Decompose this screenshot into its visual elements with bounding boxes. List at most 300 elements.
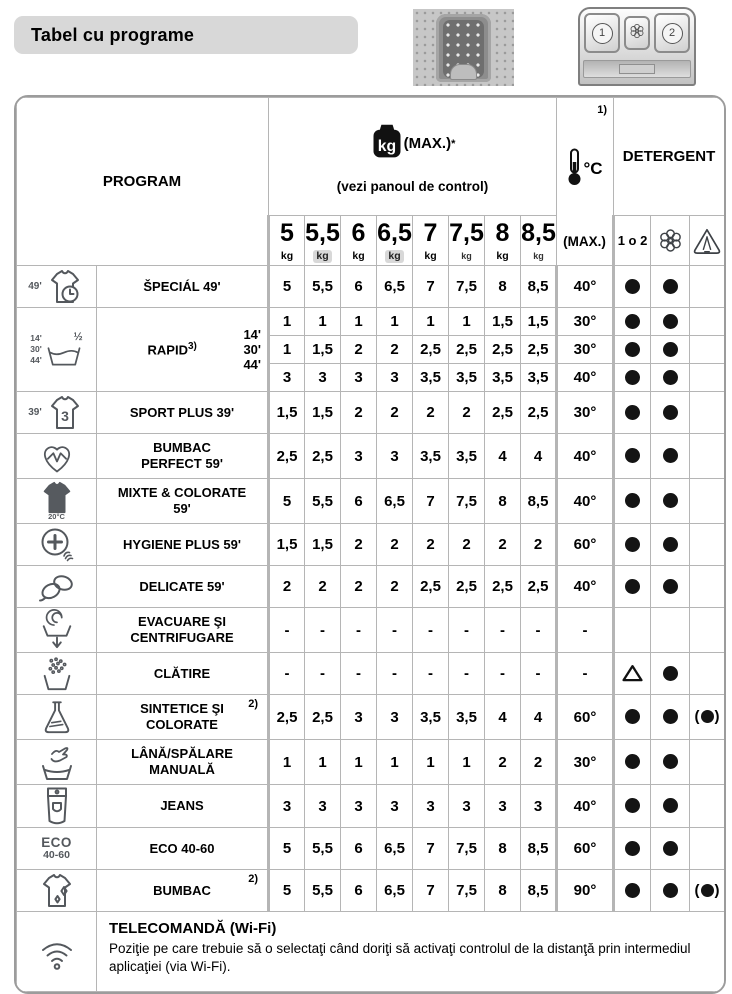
capacity-cell: 7: [413, 870, 449, 912]
detergent-cell: [651, 740, 690, 785]
program-row: [17, 266, 725, 308]
capacity-cell: 6,5: [377, 266, 413, 308]
capacity-cell: 3,5: [449, 695, 485, 740]
capacity-cell: 3,5: [521, 364, 557, 392]
detergent-cell: [690, 308, 725, 336]
capacity-cell: 2: [377, 392, 413, 434]
capacity-cell: 3: [305, 785, 341, 828]
detergent-dot: [663, 342, 678, 357]
detergent-dot: [625, 279, 640, 294]
capacity-cell: 4: [521, 434, 557, 479]
capacity-cell: 1,5: [305, 392, 341, 434]
detergent-cell: [651, 828, 690, 870]
handwash-icon: [17, 742, 96, 782]
detergent-dot: [663, 448, 678, 463]
softener-flower-icon: [628, 22, 646, 45]
remote-control-row: [17, 912, 725, 992]
capacity-cell: 1,5: [305, 336, 341, 364]
capacity-cell: 8: [485, 828, 521, 870]
capacity-cell: 5,5: [305, 266, 341, 308]
program-name-cell: MIXTE & COLORATE 59': [97, 479, 269, 524]
capacity-cell: -: [269, 653, 305, 695]
temperature-cell: -: [557, 608, 614, 653]
capacity-cell: 5: [269, 870, 305, 912]
program-row: [17, 608, 725, 653]
capacity-cell: 3: [341, 785, 377, 828]
detergent-dot: [663, 279, 678, 294]
detergent-dot: [663, 493, 678, 508]
temperature-cell: 40°: [557, 566, 614, 608]
detergent-cell: [651, 653, 690, 695]
capacity-header-cell: 8 kg: [485, 216, 521, 266]
program-name-cell: LÂNĂ/SPĂLARE MANUALĂ: [97, 740, 269, 785]
program-row: [17, 785, 725, 828]
capacity-cell: 8: [485, 266, 521, 308]
detergent-dot: [625, 448, 640, 463]
detergent-dot: [663, 709, 678, 724]
program-icon-cell: [17, 695, 97, 740]
detergent-cell: [651, 870, 690, 912]
detergent-cell: [690, 266, 725, 308]
capacity-cell: 5,5: [305, 828, 341, 870]
capacity-cell: 3: [269, 364, 305, 392]
capacity-cell: -: [413, 608, 449, 653]
detergent-cell: [690, 434, 725, 479]
capacity-cell: 1,5: [269, 392, 305, 434]
program-name-cell: DELICATE 59': [97, 566, 269, 608]
capacity-cell: 3: [521, 785, 557, 828]
detergent-cell: [651, 479, 690, 524]
temperature-cell: 40°: [557, 364, 614, 392]
capacity-cell: -: [449, 653, 485, 695]
program-icon-cell: [17, 870, 97, 912]
capacity-cell: -: [377, 653, 413, 695]
dark-tshirt-icon: 20°C: [17, 481, 96, 521]
detergent-dot: [625, 537, 640, 552]
detergent-cell: [690, 479, 725, 524]
capacity-cell: 2: [485, 524, 521, 566]
detergent-dot: [663, 666, 678, 681]
capacity-header-cell: 5,5 kg: [305, 216, 341, 266]
drawer-softener-compartment: [624, 16, 650, 50]
program-icon-cell: [17, 266, 97, 308]
tshirt-clock-icon: 49': [17, 268, 96, 306]
capacity-cell: 8,5: [521, 266, 557, 308]
capacity-cell: 3: [305, 364, 341, 392]
capacity-cell: 7: [413, 828, 449, 870]
capacity-header-cell: 6 kg: [341, 216, 377, 266]
capacity-cell: 3,5: [485, 364, 521, 392]
capacity-cell: -: [485, 653, 521, 695]
temperature-cell: 30°: [557, 308, 614, 336]
detergent-dot: [663, 883, 678, 898]
temperature-cell: 40°: [557, 266, 614, 308]
temperature-cell: 30°: [557, 336, 614, 364]
detergent-subheader-cell: [690, 216, 725, 266]
detergent-cell: [690, 785, 725, 828]
subprogram-label: 44': [243, 357, 261, 372]
capacity-cell: 3: [449, 785, 485, 828]
optional-detergent-dot: ( ): [694, 881, 720, 899]
capacity-cell: 8,5: [521, 828, 557, 870]
capacity-cell: 1: [413, 740, 449, 785]
capacity-cell: 6: [341, 266, 377, 308]
footnote-1: 1): [597, 103, 608, 116]
capacity-cell: 2,5: [413, 336, 449, 364]
detergent-cell: [614, 653, 651, 695]
capacity-cell: 2,5: [449, 566, 485, 608]
capacity-cell: 2,5: [521, 392, 557, 434]
detergent-dot: [663, 314, 678, 329]
capacity-cell: -: [305, 653, 341, 695]
detergent-cell: [651, 608, 690, 653]
capacity-cell: 1: [449, 740, 485, 785]
temperature-cell: 90°: [557, 870, 614, 912]
capacity-cell: -: [521, 653, 557, 695]
capacity-cell: -: [269, 608, 305, 653]
drawer-compartment-1: 1: [584, 13, 620, 53]
capacity-header-cell: 8,5 kg: [521, 216, 557, 266]
rinse-icon: [17, 655, 96, 693]
detergent-dot: [663, 370, 678, 385]
capacity-cell: 2,5: [521, 336, 557, 364]
capacity-cell: 2: [269, 566, 305, 608]
detergent-dot: [625, 709, 640, 724]
capacity-cell: 2: [341, 392, 377, 434]
detergent-subheader-cell: [651, 216, 690, 266]
butterfly-icon: [17, 569, 96, 605]
program-row: [17, 392, 725, 434]
detergent-cell: [614, 434, 651, 479]
capacity-cell: 2: [341, 524, 377, 566]
capacity-cell: 8,5: [521, 870, 557, 912]
detergent-cell: [651, 364, 690, 392]
detergent-cell: [651, 434, 690, 479]
program-icon-cell: [17, 308, 97, 392]
program-icon-cell: [17, 608, 97, 653]
jeans-icon: [17, 785, 96, 827]
detergent-cell: [690, 608, 725, 653]
optional-detergent-dot: ( ): [694, 708, 720, 725]
capacity-cell: 2: [377, 566, 413, 608]
capacity-cell: -: [521, 608, 557, 653]
capacity-cell: 1: [341, 308, 377, 336]
hygiene-plus-icon: [17, 525, 96, 565]
capacity-cell: 1,5: [269, 524, 305, 566]
capacity-cell: 2: [341, 566, 377, 608]
program-icon-cell: [17, 785, 97, 828]
detergent-dot: [663, 841, 678, 856]
capacity-cell: 3: [341, 364, 377, 392]
detergent-dot: [625, 798, 640, 813]
capacity-header-cell: 5 kg: [269, 216, 305, 266]
capacity-cell: 1: [449, 308, 485, 336]
capacity-cell: 1: [269, 308, 305, 336]
subprogram-label: 14': [243, 327, 261, 342]
capacity-cell: 4: [485, 434, 521, 479]
program-name-cell: ŠPECIÁL 49': [97, 266, 269, 308]
capacity-cell: 5: [269, 266, 305, 308]
capacity-cell: 6: [341, 828, 377, 870]
detergent-cell: [614, 479, 651, 524]
capacity-cell: 8: [485, 479, 521, 524]
capacity-cell: 1: [413, 308, 449, 336]
sparkle-tshirt-icon: [17, 872, 96, 910]
detergent-cell: [614, 740, 651, 785]
capacity-cell: 3,5: [449, 434, 485, 479]
capacity-cell: 6,5: [377, 479, 413, 524]
capacity-cell: 5,5: [305, 479, 341, 524]
program-icon-cell: [17, 566, 97, 608]
capacity-cell: 2,5: [485, 392, 521, 434]
capacity-cell: 3: [377, 695, 413, 740]
capacity-cell: 3: [341, 695, 377, 740]
program-name-cell: ECO 40-60: [97, 828, 269, 870]
capacity-header-cell: 7 kg: [413, 216, 449, 266]
detergent-cell: [651, 695, 690, 740]
capacity-cell: 7,5: [449, 479, 485, 524]
load-capacity-header: kg (MAX.) * (vezi panoul de control): [269, 98, 557, 216]
program-icon-cell: [17, 828, 97, 870]
capacity-cell: 2: [377, 524, 413, 566]
capacity-cell: 3,5: [413, 695, 449, 740]
detergent-dot: [625, 314, 640, 329]
capacity-cell: -: [485, 608, 521, 653]
detergent-cell: [690, 392, 725, 434]
capacity-cell: 3,5: [413, 364, 449, 392]
program-name-cell: RAPID$^{3)}$ 14' 30' 44': [97, 308, 269, 392]
detergent-dot: [625, 405, 640, 420]
capacity-cell: 2: [305, 566, 341, 608]
capacity-cell: 2: [413, 392, 449, 434]
capacity-cell: 2,5: [485, 336, 521, 364]
detergent-cell: [690, 828, 725, 870]
capacity-cell: 2: [449, 392, 485, 434]
program-icon-cell: [17, 524, 97, 566]
detergent-cell: [690, 740, 725, 785]
capacity-cell: 4: [485, 695, 521, 740]
drain-spin-icon: [17, 608, 96, 652]
capacity-cell: 2: [341, 336, 377, 364]
detergent-dot: [625, 754, 640, 769]
capacity-cell: 3: [377, 434, 413, 479]
detergent-cell: [614, 336, 651, 364]
detergent-dot: [663, 754, 678, 769]
program-name-cell: BUMBAC PERFECT 59': [97, 434, 269, 479]
program-icon-cell: [17, 392, 97, 434]
detergent-cell: [614, 870, 651, 912]
program-row: [17, 434, 725, 479]
detergent-cell: [651, 308, 690, 336]
capacity-cell: 2,5: [269, 695, 305, 740]
page-title: Tabel cu programe: [14, 16, 358, 54]
capacity-cell: 7,5: [449, 266, 485, 308]
capacity-cell: -: [413, 653, 449, 695]
program-column-header: PROGRAM: [17, 98, 269, 266]
program-icon-cell: [17, 479, 97, 524]
capacity-cell: -: [305, 608, 341, 653]
thermometer-icon: [566, 146, 583, 193]
capacity-cell: 6: [341, 479, 377, 524]
program-name-cell: SINTETICE ŞI COLORATE 2): [97, 695, 269, 740]
program-subrow: [17, 308, 725, 336]
detergent-dot: [625, 342, 640, 357]
program-name-cell: HYGIENE PLUS 59': [97, 524, 269, 566]
detergent-cell: [651, 785, 690, 828]
detergent-cell: [690, 566, 725, 608]
capacity-cell: 8,5: [521, 479, 557, 524]
temperature-cell: -: [557, 653, 614, 695]
capacity-cell: 1: [269, 336, 305, 364]
remote-control-title: TELECOMANDĂ (Wi-Fi): [109, 920, 277, 937]
detergent-cell: [690, 524, 725, 566]
cotton-heart-icon: [17, 437, 96, 475]
capacity-cell: 2,5: [521, 566, 557, 608]
capacity-cell: 2,5: [413, 566, 449, 608]
capacity-cell: 2: [521, 740, 557, 785]
eco-40-60-icon: ECO 40-60: [41, 834, 72, 862]
program-name-cell: CLĂTIRE: [97, 653, 269, 695]
detergent-dot: [625, 883, 640, 898]
capacity-cell: 5,5: [305, 870, 341, 912]
capacity-cell: 4: [521, 695, 557, 740]
temperature-cell: 60°: [557, 524, 614, 566]
program-row: [17, 695, 725, 740]
program-table: [14, 95, 726, 994]
program-row: [17, 479, 725, 524]
detergent-cell: [690, 653, 725, 695]
temperature-cell: 30°: [557, 392, 614, 434]
capacity-cell: 3,5: [449, 364, 485, 392]
program-row: [17, 828, 725, 870]
softener-flower-icon: [657, 232, 684, 247]
detergent-subheader-cell: 1 o 2: [614, 216, 651, 266]
flask-icon: [17, 697, 96, 737]
capacity-cell: -: [377, 608, 413, 653]
capacity-cell: -: [449, 608, 485, 653]
detergent-triangle-symbol: [622, 665, 643, 682]
temperature-cell: 60°: [557, 695, 614, 740]
capacity-cell: 2: [449, 524, 485, 566]
capacity-cell: 6: [341, 870, 377, 912]
capacity-cell: 2: [485, 740, 521, 785]
detergent-dot: [663, 405, 678, 420]
svg-text:kg: kg: [377, 138, 396, 156]
detergent-cell: [614, 695, 651, 740]
detergent-column-header: DETERGENT: [614, 98, 725, 216]
detergent-cell: [614, 566, 651, 608]
temperature-cell: 30°: [557, 740, 614, 785]
kg-weight-icon: [370, 123, 404, 164]
detergent-cell: [690, 870, 725, 912]
capacity-cell: 7: [413, 479, 449, 524]
detergent-dot: [663, 537, 678, 552]
capacity-cell: 1: [377, 740, 413, 785]
temperature-cell: 40°: [557, 785, 614, 828]
program-icon-cell: [17, 434, 97, 479]
program-name-cell: JEANS: [97, 785, 269, 828]
detergent-cell: [614, 364, 651, 392]
capacity-cell: 1,5: [305, 524, 341, 566]
detergent-cell: [614, 785, 651, 828]
program-row: [17, 524, 725, 566]
detergent-cell: [651, 266, 690, 308]
detergent-cell: [614, 828, 651, 870]
program-icon-cell: [17, 912, 97, 992]
capacity-cell: 2,5: [449, 336, 485, 364]
detergent-dot: [625, 370, 640, 385]
capacity-cell: 2,5: [305, 695, 341, 740]
capacity-cell: 2,5: [269, 434, 305, 479]
capacity-cell: 1: [305, 308, 341, 336]
capacity-cell: 7: [413, 266, 449, 308]
detergent-cell: [651, 524, 690, 566]
capacity-cell: 1,5: [485, 308, 521, 336]
detergent-cell: [690, 695, 725, 740]
drawer-compartment-2: 2: [654, 13, 690, 53]
jersey-3-icon: 39' 3: [17, 394, 96, 432]
footnote-marker: 2): [248, 698, 258, 710]
detergent-cell: [614, 308, 651, 336]
program-row: [17, 566, 725, 608]
hands-symbol-icon: [692, 232, 722, 247]
detergent-dot: [625, 579, 640, 594]
detergent-drawer-photo: [578, 7, 696, 86]
detergent-cell: [614, 608, 651, 653]
capacity-cell: 2,5: [305, 434, 341, 479]
program-row: [17, 740, 725, 785]
capacity-cell: 6,5: [377, 828, 413, 870]
temperature-column-header: 1) °C (MAX.): [557, 98, 614, 266]
program-name-cell: EVACUARE ŞI CENTRIFUGARE: [97, 608, 269, 653]
capacity-cell: -: [341, 608, 377, 653]
detergent-dot: [663, 579, 678, 594]
pump-filter-recess: [436, 14, 491, 82]
capacity-cell: 1: [269, 740, 305, 785]
detergent-cell: [614, 392, 651, 434]
temperature-cell: 40°: [557, 434, 614, 479]
capacity-cell: 1: [377, 308, 413, 336]
capacity-cell: 1: [305, 740, 341, 785]
capacity-cell: 3,5: [413, 434, 449, 479]
capacity-cell: 7,5: [449, 828, 485, 870]
capacity-cell: 5: [269, 479, 305, 524]
rapid-basin-icon: 14' 30' 44' ½: [30, 330, 83, 366]
capacity-cell: 7,5: [449, 870, 485, 912]
capacity-header-cell: 7,5 kg: [449, 216, 485, 266]
remote-control-cell: [97, 912, 725, 992]
capacity-header-cell: 6,5 kg: [377, 216, 413, 266]
capacity-cell: 6,5: [377, 870, 413, 912]
capacity-cell: 1,5: [521, 308, 557, 336]
pump-filter-photo: [413, 9, 514, 86]
detergent-cell: [614, 266, 651, 308]
capacity-cell: 3: [377, 785, 413, 828]
program-row: [17, 870, 725, 912]
detergent-cell: [690, 364, 725, 392]
capacity-cell: 5: [269, 828, 305, 870]
svg-text:3: 3: [60, 407, 69, 424]
capacity-cell: 2: [413, 524, 449, 566]
footnote-marker: 2): [248, 873, 258, 885]
detergent-dot: [625, 841, 640, 856]
capacity-cell: 2: [521, 524, 557, 566]
capacity-cell: 3: [341, 434, 377, 479]
remote-control-description: Poziţie pe care trebuie să o selectaţi când doriţi să activaţi controlul de la distanţă prin intermediul aplicaţiei (via Wi-Fi).: [109, 941, 691, 974]
capacity-cell: 2,5: [485, 566, 521, 608]
program-row: [17, 653, 725, 695]
subprogram-label: 30': [243, 342, 261, 357]
